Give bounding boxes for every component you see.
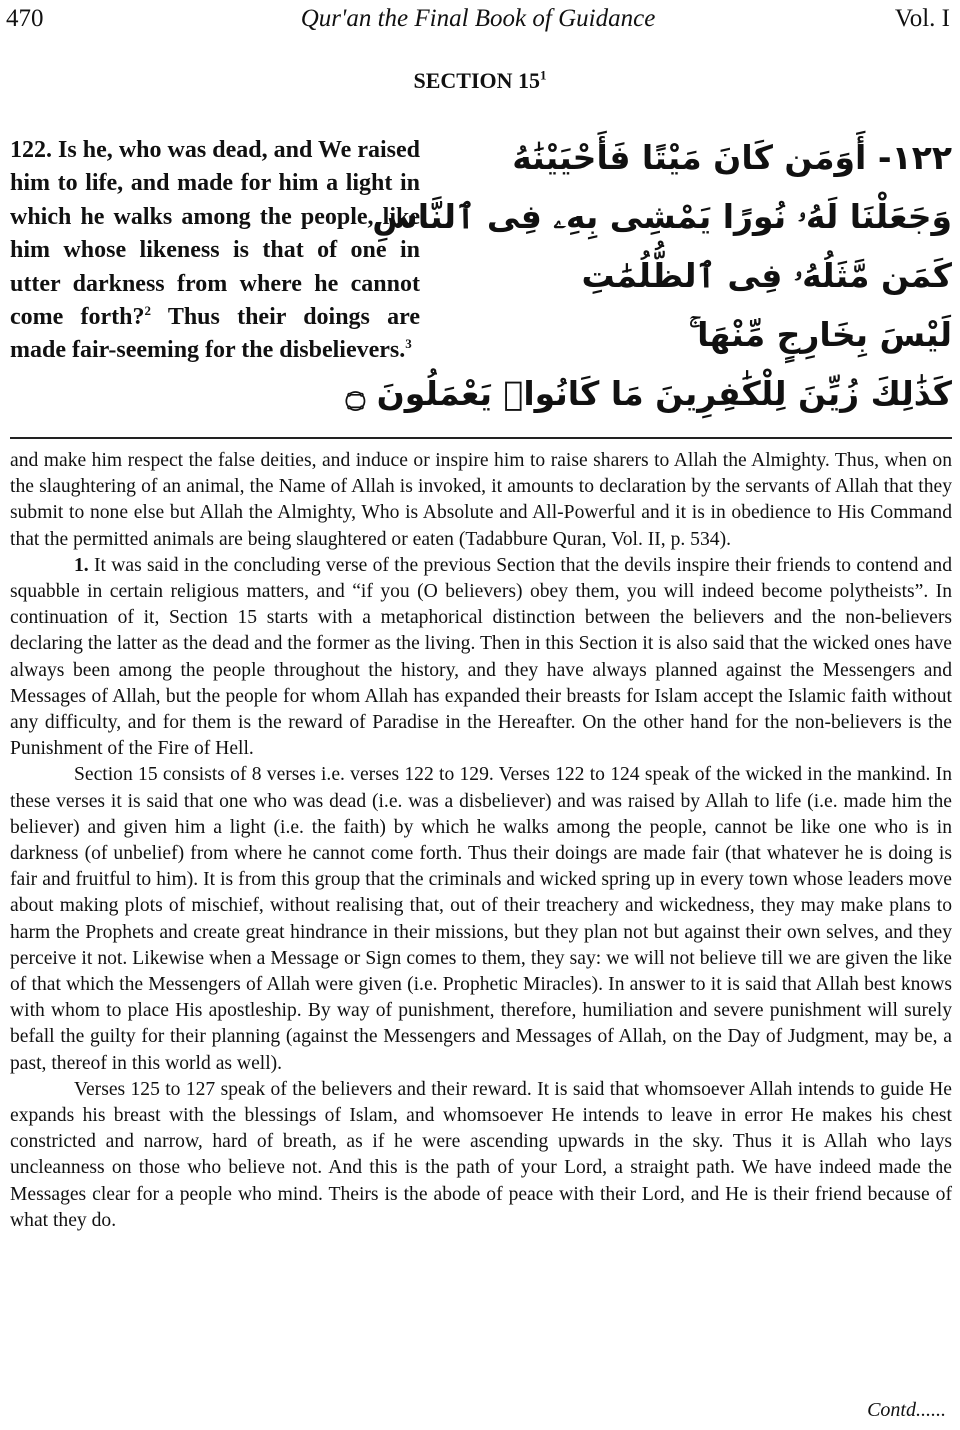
book-title: Qur'an the Final Book of Guidance bbox=[300, 5, 656, 32]
note-1-label: 1. bbox=[74, 554, 89, 576]
continuation-paragraph: and make him respect the false deities, and induce or inspire him to raise sharers to Allah the Almighty. Thus, when on the slaughtering of an animal, the Name of Allah is invoked, it amounts to declaration by the servants of Allah that they submit to none else but Allah the Almighty, Who is Absolute and All-Powerful and it is in obedience to His Command that the permitted animals are being slaughtered or eaten (Tadabbure Quran, Vol. II, p. 534). bbox=[10, 450, 952, 550]
arabic-verse bbox=[345, 128, 952, 423]
commentary-text bbox=[10, 448, 952, 1234]
running-head bbox=[6, 2, 950, 36]
volume-label: Vol. I bbox=[894, 5, 950, 32]
verse-text-part2: Thus their doings are made fair-seeming for the disbelievers. bbox=[10, 304, 421, 364]
page-number: 470 bbox=[6, 5, 44, 32]
footnote-ref-2: 2 bbox=[144, 303, 152, 319]
note-1-paragraph bbox=[10, 553, 952, 763]
section-footnote-mark: 1 bbox=[540, 67, 547, 83]
section-heading bbox=[0, 66, 960, 96]
arabic-line: ١٢٢- أَوَمَن كَانَ مَيْتًا فَأَحْيَيْنَٰهُ bbox=[512, 138, 952, 177]
divider-rule bbox=[10, 437, 952, 439]
note-1-text: It was said in the concluding verse of the previous Section that the devils inspire their friends to contend and squabble in certain religious matters, and “if you (O believers) obey them, you will indeed become polytheists”. In continuation of it, Section 15 starts with a metaphorical distinction between the believers and the non-believers declaring the latter as the dead and the former as the living. Then in this Section it is also said that the wicked ones have always been among the people throughout the history, and they have always planned against the Messengers and Messages of Allah, but the people for whom Allah has expanded their breasts for Islam accept the Islamic faith without any difficulty, and for them is the reward of Paradise in the Hereafter. On the other hand for the non-believers is the Punishment of the Fire of Hell. bbox=[10, 554, 952, 760]
arabic-line: لَيْسَ بِخَارِجٍ مِّنْهَا ۚ bbox=[688, 315, 952, 354]
verse-translation bbox=[10, 134, 420, 368]
footnote-ref-3: 3 bbox=[405, 336, 412, 352]
arabic-line: وَجَعَلْنَا لَهُۥ نُورًا يَمْشِى بِهِۦ فِى ٱلنَّاسِ bbox=[372, 197, 952, 236]
arabic-line: كَذَٰلِكَ زُيِّنَ لِلْكَٰفِرِينَ مَا كَانُوا۟ يَعْمَلُونَ ۝ bbox=[345, 374, 952, 413]
section-title: SECTION 15 bbox=[413, 68, 541, 93]
continued-marker: Contd...... bbox=[867, 1399, 946, 1421]
commentary-paragraph: Verses 125 to 127 speak of the believers and their reward. It is said that whomsoever Allah intends to guide He expands his breast with the blessings of Islam, and whomsoever He intends to leave in error He makes his chest constricted and narrow, hard of breath, as if he were ascending upwards in the sky. Thus it is Allah who lays uncleanness on those who believe not. And this is the path of your Lord, a straight path. We have indeed made the Messages clear for a people who mind. Theirs is the abode of peace with their Lord, and He is their friend because of what they do. bbox=[10, 1078, 952, 1231]
arabic-line: كَمَن مَّثَلُهُۥ فِى ٱلظُّلُمَٰتِ bbox=[581, 256, 952, 295]
verse-text-part1: 122. Is he, who was dead, and We raised him to life, and made for him a light in which he walks among the people, like him whose likeness is that of one in utter darkness from where he cannot come forth? bbox=[10, 137, 420, 331]
commentary-paragraph: Section 15 consists of 8 verses i.e. verses 122 to 129. Verses 122 to 124 speak of the wicked in the mankind. In these verses it is said that one who was dead (i.e. was a disbeliever) and was raised by Allah to life (i.e. made him the believer) and given him a light (i.e. the faith) by which he walks among the people, cannot be like one who is in darkness (of unbelief) from where he cannot come forth. Thus their doings are made fair (that whatever he is doing is fair and fruitful to him). It is from this group that the criminals and wicked spring up in every town whose leaders move about making plots of mischief, without realising that, out of their treachery and wickedness, they may make plans to harm the Prophets and create great hindrance in their missions, but they plan not but against their own selves, and they perceive it not. Likewise when a Message or Sign comes to them, they say: we will not believe till we are given the like of that which the Messengers of Allah were given (i.e. Prophetic Miracles). In answer to it is said that Allah best knows with whom to place His apostleship. By way of punishment, therefore, humiliation and severe punishment will surely befall the guilty for their planning (against the Messengers and Messages of Allah, on the Day of Judgment, may be, a past, thereof in this world as well). bbox=[10, 764, 952, 1074]
